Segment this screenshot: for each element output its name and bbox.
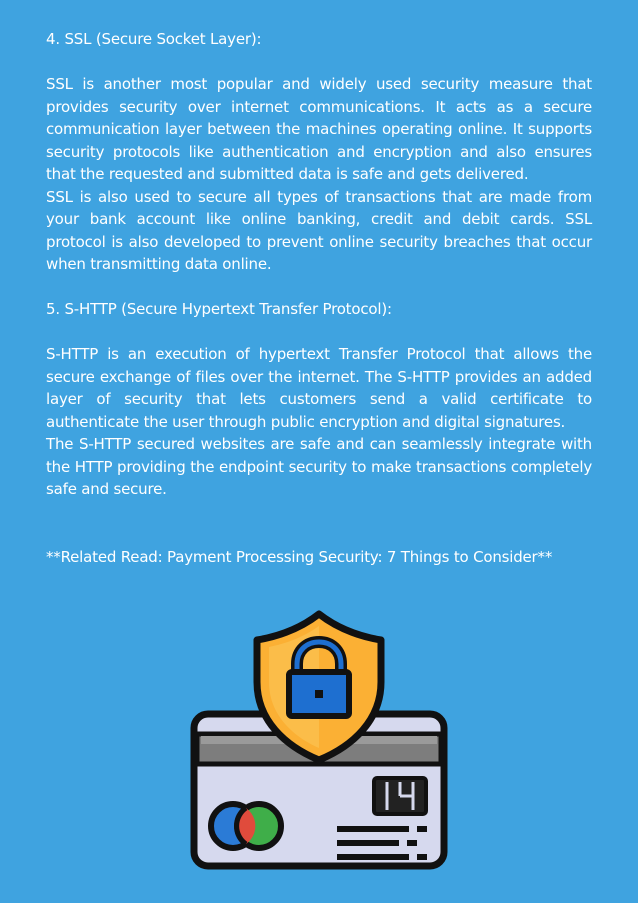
ssl-paragraph-2: SSL is also used to secure all types of transactions that are made from your bank account like online banking, credit and debit cards. SSL protocol is also developed to prevent online security breaches that occur when transmitting data online. [46, 187, 592, 273]
shttp-heading: 5. S-HTTP (Secure Hypertext Transfer Protocol): [46, 300, 392, 318]
shttp-paragraph-1: S-HTTP is an execution of hypertext Transfer Protocol that allows the secure exchange of files over the internet. The S-HTTP provides an added layer of security that lets customers send a valid certificate to authenticate the user through public encryption and digital signatures. [46, 345, 592, 431]
related-read-link[interactable]: **Related Read: Payment Processing Security: 7 Things to Consider** [46, 547, 553, 566]
ssl-heading: 4. SSL (Secure Socket Layer): [46, 30, 262, 48]
document-page [46, 28, 592, 568]
ssl-paragraph-1: SSL is another most popular and widely used security measure that provides security over internet communications. It acts as a secure communication layer between the machines operating online. It supports security protocols like authentication and encryption and also ensures that the requested and submitted data is safe and gets delivered. [46, 75, 592, 183]
shield-lock-credit-card-icon [189, 610, 449, 872]
shttp-paragraph-2: The S-HTTP secured websites are safe and can seamlessly integrate with the HTTP providing the endpoint security to make transactions completely safe and secure. [46, 435, 592, 498]
